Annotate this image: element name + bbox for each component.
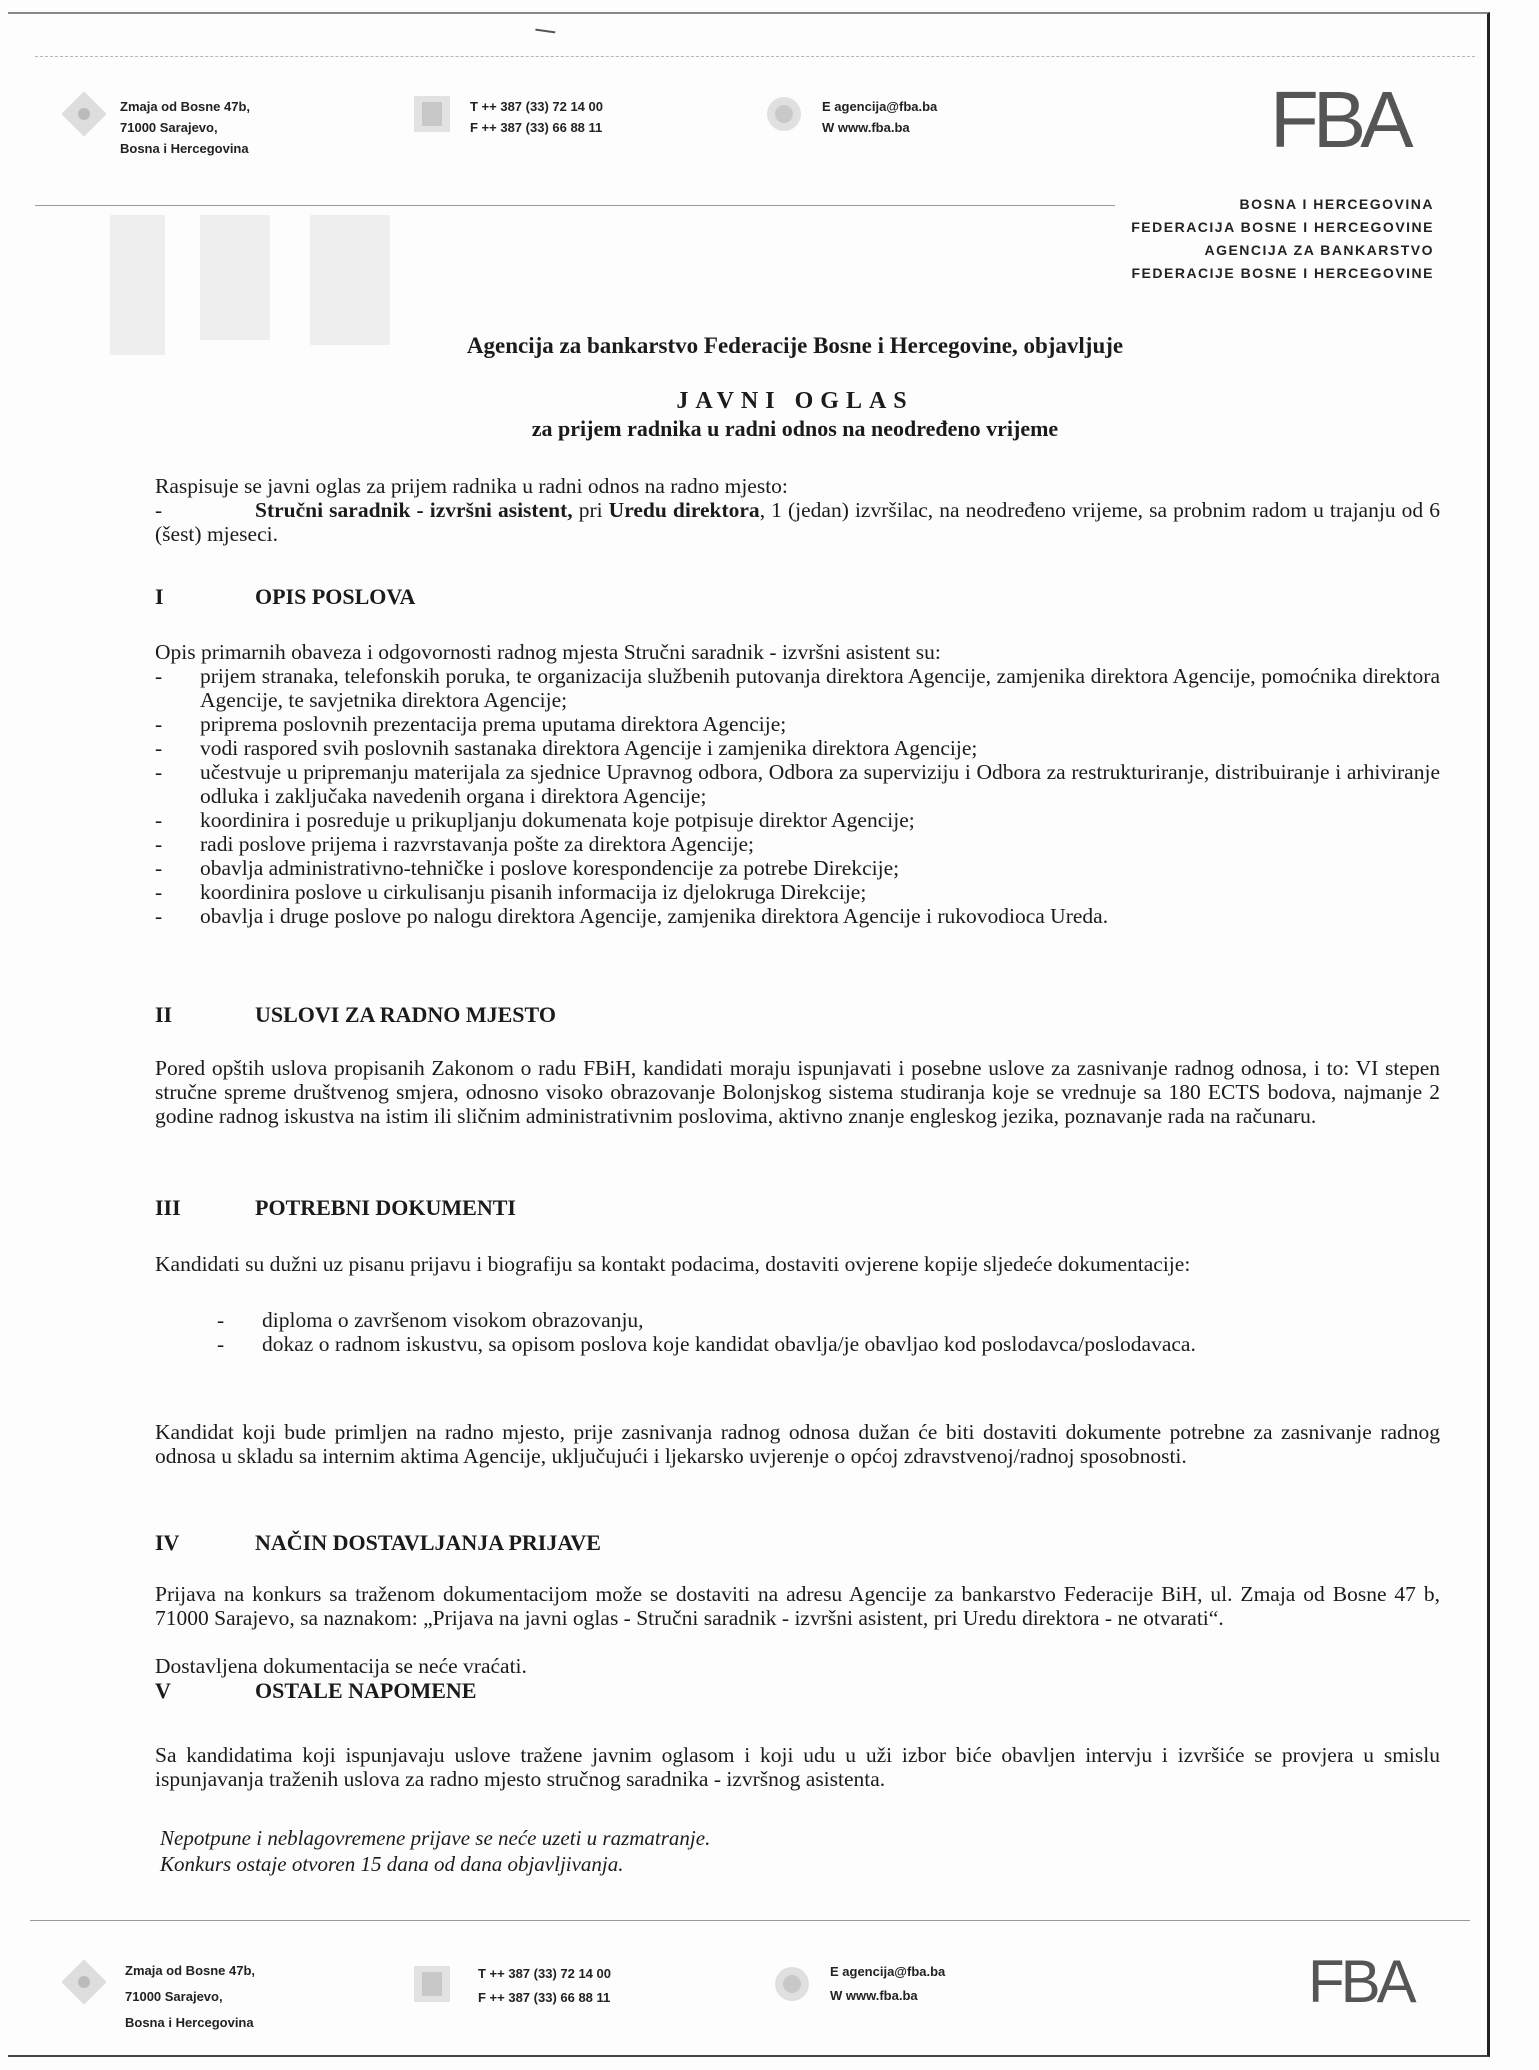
other-paragraph: Sa kandidatima koji ispunjavaju uslove tražene javnim oglasom i koji udu u uži izbor biće obavljen intervju i izvršiće se provjera u smislu ispunjavanja traženih uslova za radno mjesto stručnog saradnika - izvršnog asistenta. <box>155 1743 1440 1791</box>
header-web: E agencija@fba.ba W www.fba.ba <box>822 99 938 135</box>
list-item: - radi poslove prijema i razvrstavanja pošte za direktora Agencije; <box>155 832 755 856</box>
list-item: - diploma o završenom visokom obrazovanju, <box>217 1308 644 1332</box>
watermark-shape <box>310 215 390 345</box>
closing-note: Nepotpune i neblagovremene prijave se neće uzeti u razmatranje. <box>160 1826 711 1850</box>
closing-note: Konkurs ostaje otvoren 15 dana od dana objavljivanja. <box>160 1852 624 1876</box>
web-icon <box>770 1962 814 2006</box>
document-title: JAVNI OGLAS <box>676 388 914 414</box>
position-paragraph: - Stručni saradnik - izvršni asistent, pri Uredu direktora, 1 (jedan) izvršilac, na neodređeno vrijeme, sa probnim radom u trajanju od 6 (šest) mjeseci. <box>155 498 1440 546</box>
top-dashed-rule <box>35 56 1475 57</box>
position-dash: - <box>155 498 163 522</box>
duties-intro: Opis primarnih obaveza i odgovornosti radnog mjesta Stručni saradnik - izvršni asistent su: <box>155 640 941 664</box>
list-item: - obavlja i druge poslove po nalogu direktora Agencije, zamjenika direktora Agencije i rukovodioca Ureda. <box>155 904 1109 928</box>
list-item: - dokaz o radnom iskustvu, sa opisom poslova koje kandidat obavlja/je obavljao kod poslodavca/poslodavaca. <box>217 1332 1196 1356</box>
list-item: - koordinira i posreduje u prikupljanju dokumenata koje potpisuje direktor Agencije; <box>155 808 915 832</box>
org-block: BOSNA I HERCEGOVINA FEDERACIJA BOSNE I HERCEGOVINE AGENCIJA ZA BANKARSTVO FEDERACIJE BOSNE I HERCEGOVINE <box>1131 196 1434 281</box>
fba-logo: FBA <box>1270 75 1408 164</box>
header-address: Zmaja od Bosne 47b, 71000 Sarajevo, Bosna i Hercegovina <box>120 99 251 156</box>
list-item: - vodi raspored svih poslovnih sastanaka direktora Agencije i zamjenika direktora Agencije; <box>155 736 978 760</box>
document-subtitle: za prijem radnika u radni odnos na neodređeno vrijeme <box>531 416 1059 441</box>
duties-list <box>155 664 1440 928</box>
list-item: - obavlja administrativno-tehničke i poslove korespondencije za potrebe Direkcije; <box>155 856 900 880</box>
list-item: - učestvuje u pripremanju materijala za sjednice Upravnog odbora, Odbora za superviziju i Odbora za restrukturiranje, distribuiranje i arhiviranje odluka i zaključaka navedenih organa i direktora Agencije; <box>155 760 1440 808</box>
list-item: - koordinira poslove u cirkulisanju pisanih informacija iz djelokruga Direkcije; <box>155 880 867 904</box>
location-icon <box>62 92 106 136</box>
footer-rule <box>30 1920 1470 1921</box>
footer-phones: T ++ 387 (33) 72 14 00 F ++ 387 (33) 66 88 11 <box>478 1966 611 2005</box>
announcer-line: Agencija za bankarstvo Federacije Bosne i Hercegovine, objavljuje <box>466 333 1124 358</box>
intro-line: Raspisuje se javni oglas za prijem radnika u radni odnos na radno mjesto: <box>155 474 788 498</box>
documents-intro: Kandidati su dužni uz pisanu prijavu i biografiju sa kontakt podacima, dostaviti ovjerene kopije sljedeće dokumentacije: <box>155 1252 1191 1276</box>
delivery-paragraph: Prijava na konkurs sa traženom dokumentacijom može se dostaviti na adresu Agencije za bankarstvo Federacije BiH, ul. Zmaja od Bosne 47 b, 71000 Sarajevo, sa naznakom: „Prijava na javni oglas - Stručni saradnik - izvršni asistent, pri Uredu direktora - ne otvarati“. <box>155 1582 1440 1630</box>
documents-note: Kandidat koji bude primljen na radno mjesto, prije zasnivanja radnog odnosa dužan će biti dostaviti dokumente potrebne za zasnivanje radnog odnosa u skladu sa internim aktima Agencije, uključujući i ljekarsko uvjerenje o općoj zdravstvenoj/radnoj sposobnosti. <box>155 1420 1440 1468</box>
phone-icon <box>410 1962 454 2006</box>
header-phones: T ++ 387 (33) 72 14 00 F ++ 387 (33) 66 88 11 <box>470 99 603 135</box>
documents-list <box>217 1308 1440 1356</box>
footer-web: E agencija@fba.ba W www.fba.ba <box>830 1964 946 2003</box>
web-icon <box>762 92 806 136</box>
list-item: - priprema poslovnih prezentacija prema uputama direktora Agencije; <box>155 712 787 736</box>
list-item: - prijem stranaka, telefonskih poruka, te organizacija službenih putovanja direktora Agencije, zamjenika direktora Agencije, pomoćnika direktora Agencije, te savjetnika direktora Agencije; <box>155 664 1440 712</box>
header-rule <box>35 205 1115 206</box>
location-icon <box>62 1960 106 2004</box>
watermark-shape <box>200 215 270 340</box>
delivery-note: Dostavljena dokumentacija se neće vraćati. <box>155 1654 527 1678</box>
fba-logo: FBA <box>1308 1948 1413 2015</box>
footer-address: Zmaja od Bosne 47b, 71000 Sarajevo, Bosna i Hercegovina <box>125 1963 256 2030</box>
conditions-paragraph: Pored opštih uslova propisanih Zakonom o radu FBiH, kandidati moraju ispunjavati i posebne uslove za zasnivanje radnog odnosa, i to: VI stepen stručne spreme društvenog smjera, odnosno visoko obrazovanje Bolonjskog sistema studiranja koje se vrednuje sa 180 ECTS bodova, najmanje 2 godine radnog iskustva na istim ili sličnim administrativnim poslovima, aktivno znanje engleskog jezika, poznavanje rada na računaru. <box>155 1056 1440 1128</box>
phone-icon <box>410 92 454 136</box>
